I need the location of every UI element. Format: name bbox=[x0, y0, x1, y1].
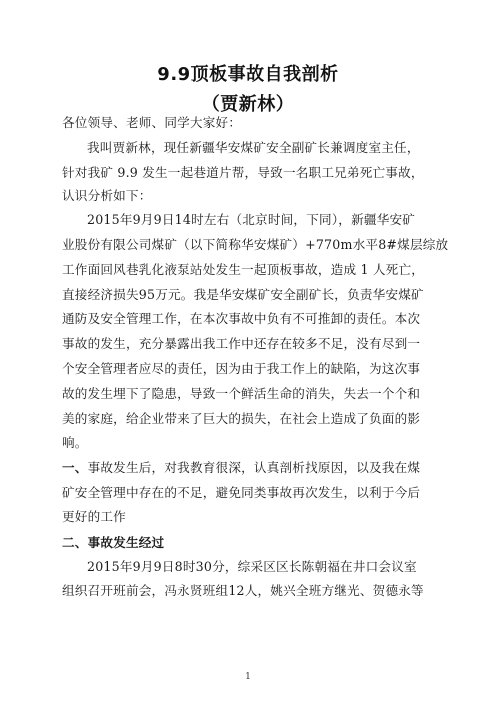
page-number: 1 bbox=[245, 672, 251, 682]
body-line: 矿安全管理中存在的不足，避免同类事故再次发生，以利于今后 bbox=[62, 485, 421, 500]
body-line: 工作面回风巷乳化液泵站处发生一起顶板事故，造成 1 人死亡， bbox=[62, 262, 425, 277]
body-line: 一、事故发生后，对我教育很深，认真剖析找原因，以及我在煤 bbox=[62, 460, 421, 475]
body-line: 更好的工作 bbox=[62, 509, 126, 524]
body-line: 二、事故发生经过 bbox=[62, 535, 165, 550]
body-line: 业股份有限公司煤矿（以下简称华安煤矿）+770m水平8#煤层综放 bbox=[62, 237, 448, 252]
body-line: 美的家庭，给企业带来了巨大的损失，在社会上造成了负面的影 bbox=[62, 411, 421, 426]
body-line: 2015年9月9日8时30分，综采区区长陈朝福在井口会议室 bbox=[87, 559, 417, 574]
body-line: 我叫贾新林，现任新疆华安煤矿安全副矿长兼调度室主任， bbox=[87, 140, 420, 155]
document-title: 9.9顶板事故自我剖析 bbox=[157, 64, 339, 85]
body-line: 故的发生埋下了隐患，导致一个鲜活生命的消失，失去一个个和 bbox=[62, 386, 421, 401]
body-line: 通防及安全管理工作，在本次事故中负有不可推卸的责任。本次 bbox=[62, 311, 421, 326]
body-line: 直接经济损失95万元。我是华安煤矿安全副矿长，负责华安煤矿 bbox=[62, 287, 424, 302]
body-line: 个安全管理者应尽的责任，因为由于我工作上的缺陷，为这次事 bbox=[62, 361, 421, 376]
body-line: 响。 bbox=[62, 435, 88, 450]
body-line: 认识分析如下： bbox=[62, 188, 152, 203]
body-line: 2015年9月9日14时左右（北京时间，下同），新疆华安矿 bbox=[87, 212, 416, 227]
body-line: 各位领导、老师、同学大家好： bbox=[62, 115, 242, 130]
document-author: （贾新林） bbox=[201, 94, 295, 115]
body-line: 事故的发生，充分暴露出我工作中还存在较多不足，没有尽到一 bbox=[62, 336, 421, 351]
body-line: 针对我矿 9.9 发生一起巷道片帮，导致一名职工兄弟死亡事故， bbox=[62, 165, 424, 180]
body-line: 组织召开班前会，冯永贤班组12人，姚兴全班方继光、贺德永等 bbox=[62, 583, 424, 598]
